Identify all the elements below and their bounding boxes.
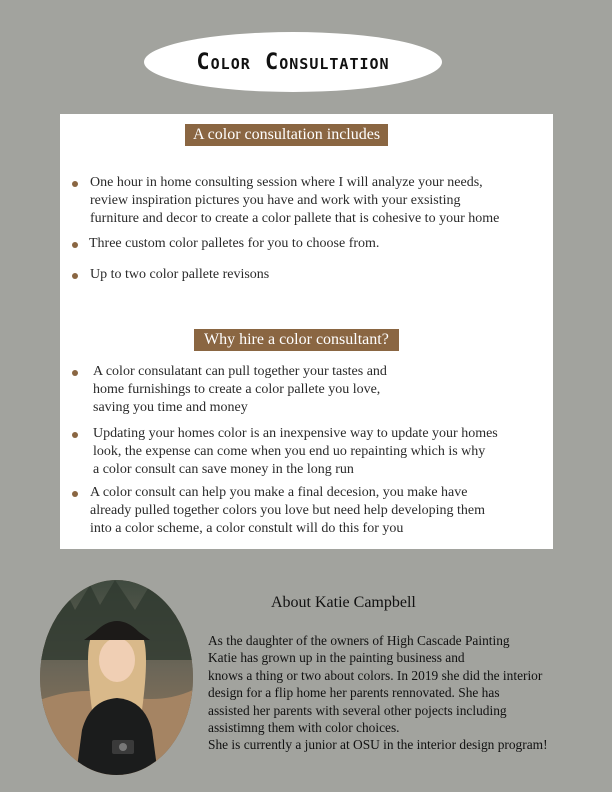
about-title: About Katie Campbell — [271, 594, 416, 611]
page-title: Color Consultation — [196, 49, 390, 75]
bullet-icon — [72, 432, 78, 438]
bullet-icon — [72, 370, 78, 376]
list-item-text: Updating your homes color is an inexpensive way to update your homes look, the expense can come when you end uo repainting which is why a color consult can save money in the long run — [93, 426, 498, 477]
list-item-text: A color consulatant can pull together your tastes and home furnishings to create a color pallete you love, saving you time and money — [93, 364, 387, 415]
list-item — [72, 235, 379, 253]
bullet-icon — [72, 181, 78, 187]
info-panel — [60, 114, 553, 549]
profile-photo — [40, 580, 193, 775]
about-text: As the daughter of the owners of High Cascade Painting Katie has grown up in the painting business and knows a thing or two about colors. In 2019 she did the interior design for a flip home her parents rennovated. She has assisted her parents with several other pojects including assistimng them with color choices. She is currently a junior at OSU in the interior design program! — [208, 633, 548, 753]
bullet-icon — [72, 242, 78, 248]
title-banner — [144, 32, 442, 92]
list-item-text: One hour in home consulting session where I will analyze your needs, review inspiration pictures you have and work with your exsisting furniture and decor to create a color pallete that is cohesive to your home — [90, 175, 500, 226]
why-heading: Why hire a color consultant? — [194, 329, 399, 351]
bullet-icon — [72, 273, 78, 279]
list-item — [72, 174, 499, 228]
list-item-text: A color consult can help you make a final decesion, you make have already pulled together colors you love but need help developing them into a color scheme, a color constult will do this for you — [90, 485, 485, 536]
includes-heading: A color consultation includes — [185, 124, 388, 146]
portrait-image — [40, 580, 193, 775]
list-item-text: Up to two color pallete revisons — [90, 267, 270, 282]
list-item — [72, 266, 269, 284]
bullet-icon — [72, 491, 78, 497]
list-item — [72, 484, 485, 538]
list-item — [72, 363, 387, 417]
list-item-text: Three custom color palletes for you to choose from. — [89, 236, 380, 251]
list-item — [72, 425, 498, 479]
